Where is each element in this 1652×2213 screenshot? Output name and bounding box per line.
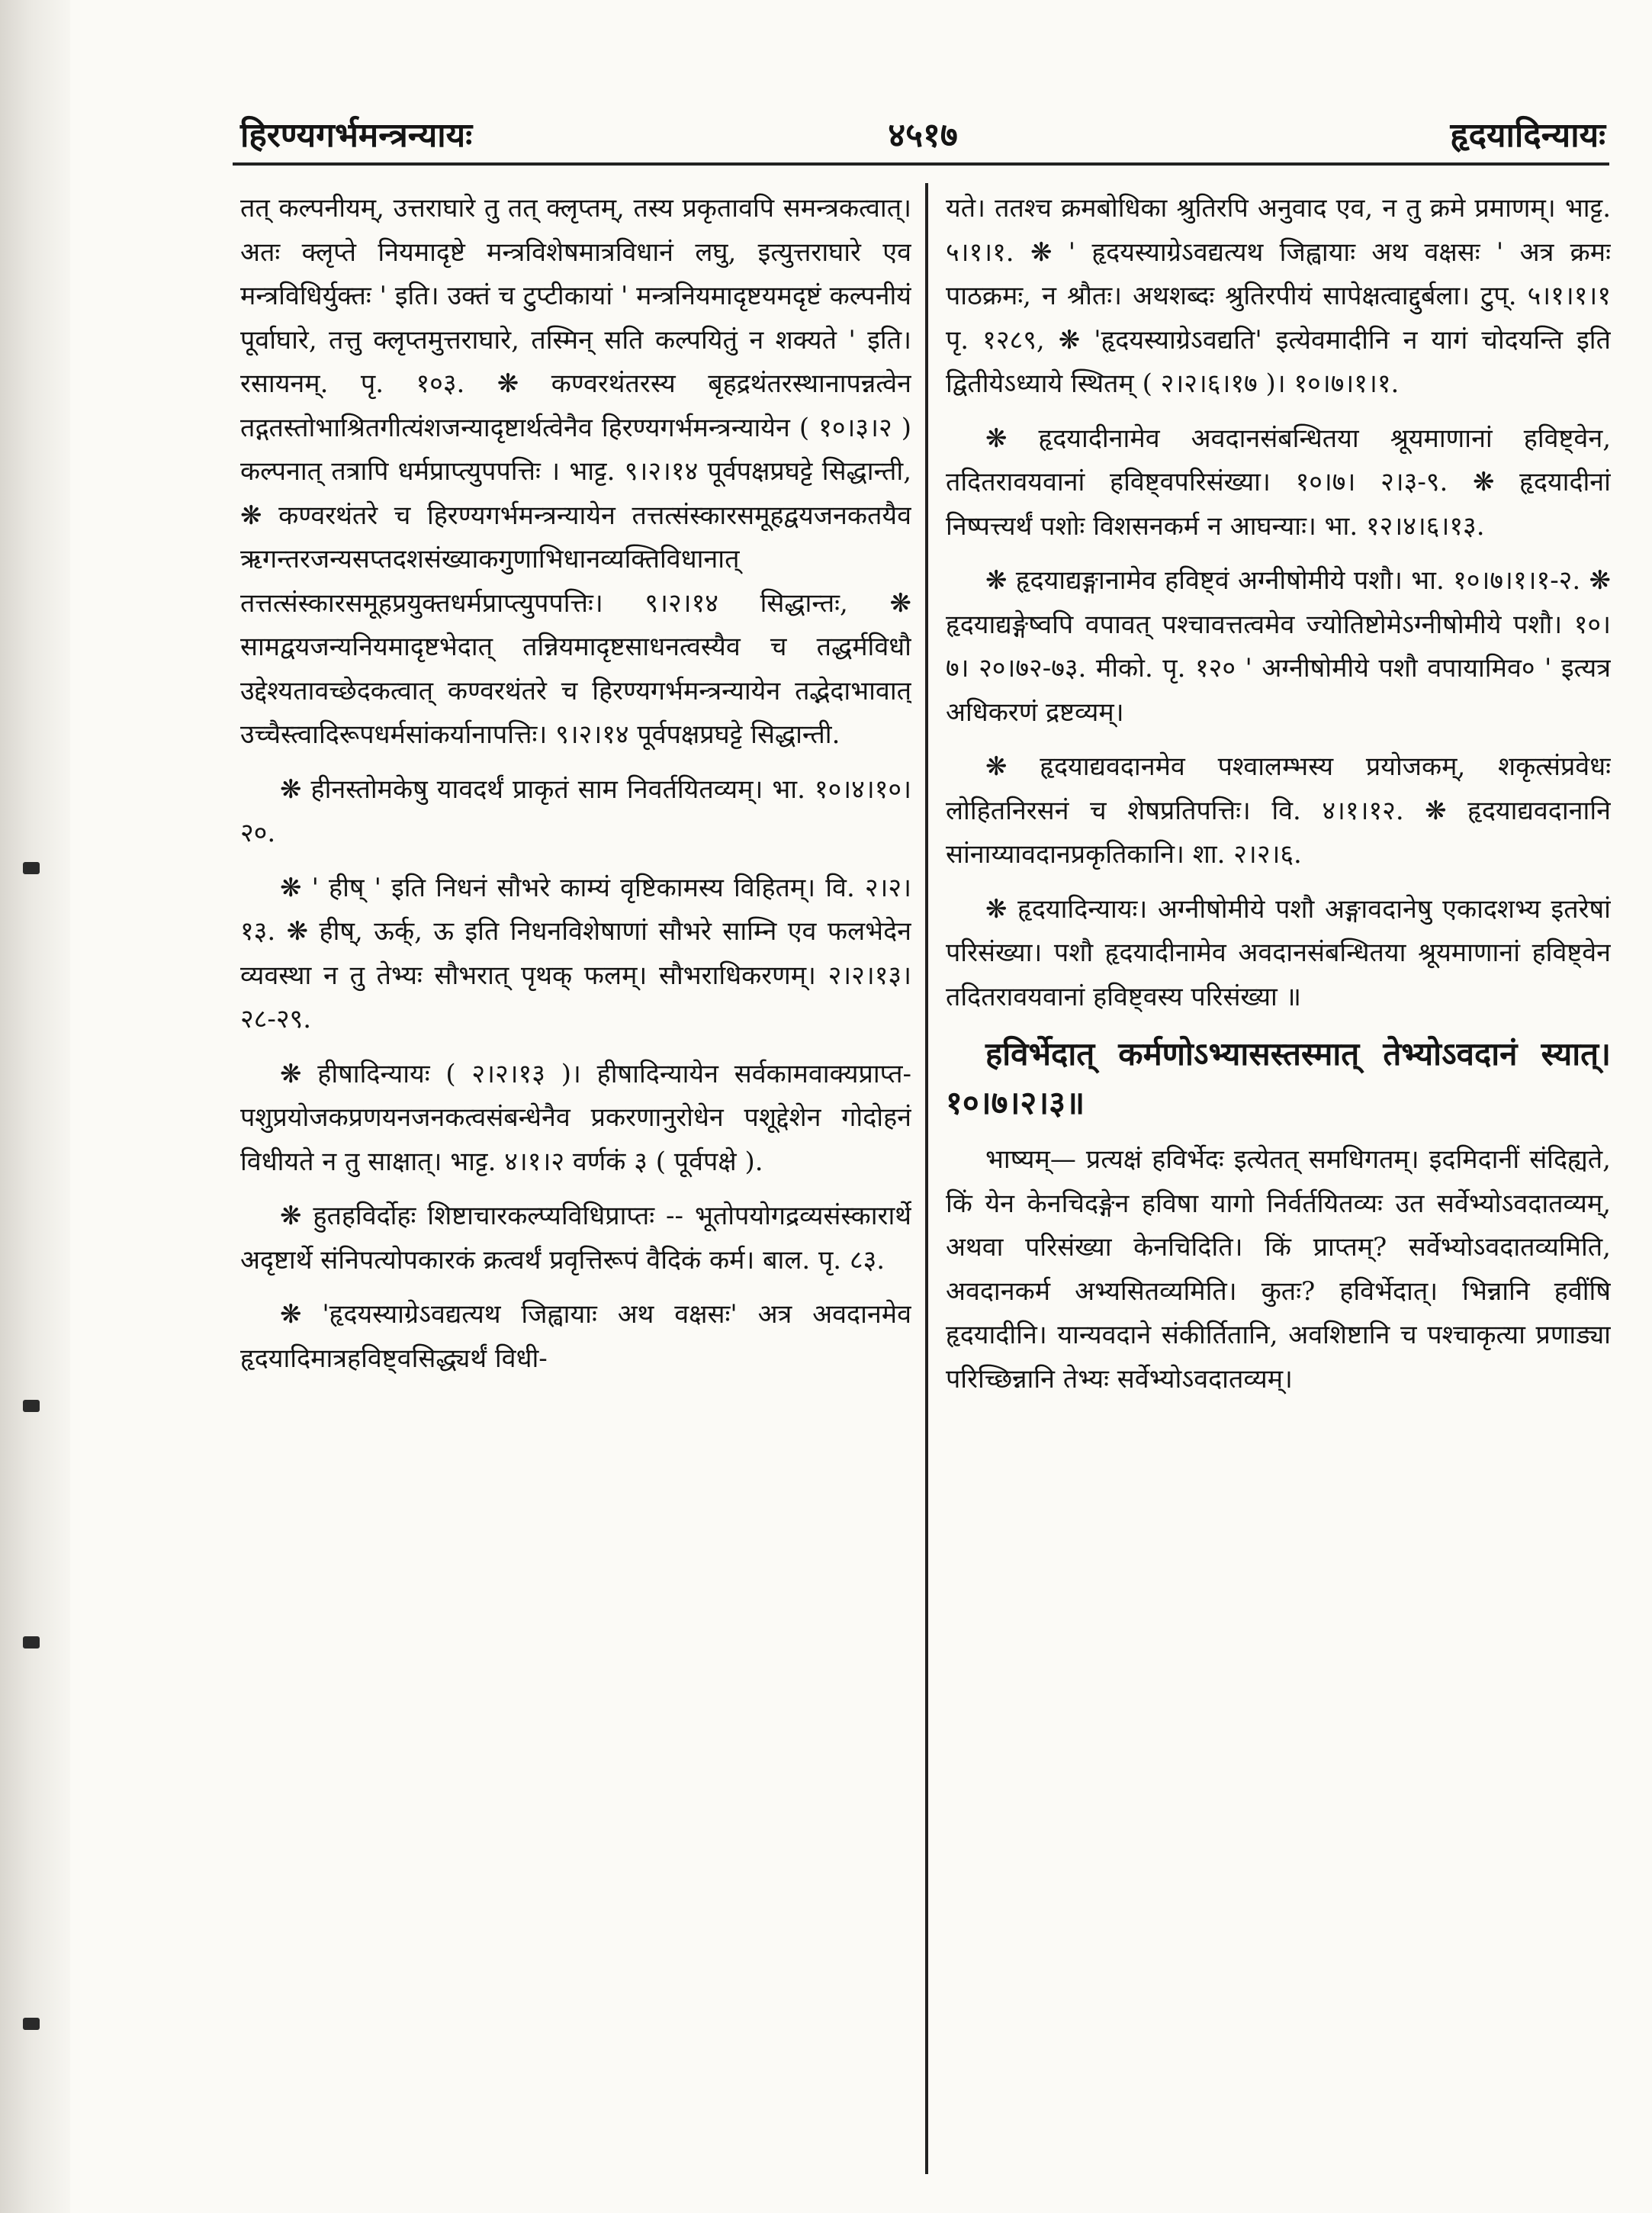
paragraph: ❋ हुतहविर्दोहः शिष्टाचारकल्प्यविधिप्राप्तः -- भूतोपयोगद्रव्यसंस्कारार्थे अदृष्टार्थे संनिपत्योपकारकं क्रत्वर्थं प्रवृत्तिरूपं वैदिकं कर्म। बाल. पृ. ८३. (240, 1201, 911, 1275)
paragraph: ❋ हीनस्तोमकेषु यावदर्थं प्राकृतं साम निवर्तयितव्यम्। भा. १०।४।१०।२०. (240, 774, 911, 848)
paragraph: ❋ ' हीष् ' इति निधनं सौभरे काम्यं वृष्टिकामस्य विहितम्। वि. २।२।१३. ❋ हीष्, ऊर्क्, ऊ इति निधनविशेषाणां सौभरे साम्नि एव फलभेदेन व्यवस्था न तु तेभ्यः सौभरात् पृथक् फलम्। सौभराधिकरणम्। २।२।१३।२८-२९. (240, 872, 911, 1034)
page-number: ४५१७ (888, 116, 958, 155)
scan-margin (0, 0, 70, 2213)
margin-mark (23, 1636, 40, 1648)
paragraph: ❋ 'हृदयस्याग्रेऽवद्यत्यथ जिह्वायाः अथ वक्षसः' अत्र अवदानमेव हृदयादिमात्रहविष्ट्वसिद्ध्यर्थं विधी- (240, 1299, 911, 1374)
running-head-left: हिरण्यगर्भमन्त्रन्यायः (240, 116, 473, 155)
left-column (240, 187, 911, 2170)
margin-mark (23, 2018, 40, 2030)
paragraph: ❋ हृदयाद्यङ्गानामेव हविष्ट्वं अग्नीषोमीये पशौ। भा. १०।७।१।१-२. ❋ हृदयाद्यङ्गेष्वपि वपावत् पश्चावत्तत्वमेव ज्योतिष्टोमेऽग्नीषोमीये पशौ। १०।७। २०।७२-७३. मीको. पृ. १२० ' अग्नीषोमीये पशौ वपायामिव० ' इत्यत्र अधिकरणं द्रष्टव्यम्। (946, 565, 1611, 728)
margin-mark (23, 1400, 40, 1412)
bhashya-paragraph: भाष्यम्— प्रत्यक्षं हविर्भेदः इत्येतत् समधिगतम्। इदमिदानीं संदिह्यते, किं येन केनचिदङ्गेन हविषा यागो निर्वर्तयितव्यः उत सर्वेभ्योऽवदातव्यम्, अथवा परिसंख्या केनचिदिति। किं प्राप्तम्? सर्वेभ्योऽवदातव्यमिति, अवदानकर्म अभ्यसितव्यमिति। कुतः? हविर्भेदात्। भिन्नानि हवींषि हृदयादीनि। यान्यवदाने संकीर्तितानि, अवशिष्टानि च पश्चाकृत्या प्रणाड्या परिच्छिन्नानि तेभ्यः सर्वेभ्योऽवदातव्यम्। (946, 1144, 1611, 1394)
margin-mark (23, 862, 40, 874)
paragraph: यते। ततश्च क्रमबोधिका श्रुतिरपि अनुवाद एव, न तु क्रमे प्रमाणम्। भाट्ट. ५।१।१. ❋ ' हृदयस्याग्रेऽवद्यत्यथ जिह्वायाः अथ वक्षसः ' अत्र क्रमः पाठक्रमः, न श्रौतः। अथशब्दः श्रुतिरपीयं सापेक्षत्वाद्दुर्बला। टुप्. ५।१।१।१ पृ. १२८९, ❋ 'हृदयस्याग्रेऽवद्यति' इत्येवमादीनि न यागं चोदयन्ति इति द्वितीयेऽध्याये स्थितम् ( २।२।६।१७ )। १०।७।१।१. (946, 193, 1611, 399)
paragraph: ❋ हृदयादीनामेव अवदानसंबन्धितया श्रूयमाणानां हविष्ट्वेन, तदितरावयवानां हविष्ट्वपरिसंख्या। १०।७। २।३-९. ❋ हृदयादीनां निष्पत्त्यर्थं पशोः विशसनकर्म न आघन्याः। भा. १२।४।६।१३. (946, 423, 1611, 542)
right-column (946, 187, 1611, 2170)
header-rule (233, 162, 1609, 166)
paragraph: तत् कल्पनीयम्, उत्तराघारे तु तत् क्लृप्तम्, तस्य प्रकृतावपि समन्त्रकत्वात्। अतः क्लृप्ते नियमादृष्टे मन्त्रविशेषमात्रविधानं लघु, इत्युत्तराघारे एव मन्त्रविधिर्युक्तः ' इति। उक्तं च टुप्टीकायां ' मन्त्रनियमादृष्टयमदृष्टं कल्पनीयं पूर्वाघारे, तत्तु क्लृप्तमुत्तराघारे, तस्मिन् सति कल्पयितुं न शक्यते ' इति। रसायनम्. पृ. १०३. ❋ कण्वरथंतरस्य बृहद्रथंतरस्थानापन्नत्वेन तद्गतस्तोभाश्रितगीत्यंशजन्यादृष्टार्थत्वेनैव हिरण्यगर्भमन्त्रन्यायेन ( १०।३।२ ) कल्पनात् तत्रापि धर्मप्राप्त्युपपत्तिः । भाट्ट. ९।२।१४ पूर्वपक्षप्रघट्टे सिद्धान्ती, ❋ कण्वरथंतरे च हिरण्यगर्भमन्त्रन्यायेन तत्तत्संस्कारसमूहद्वयजनकतयैव ऋगन्तरजन्यसप्तदशसंख्याकगुणाभिधानव्यक्तिविधानात् तत्तत्संस्कारसमूहप्रयुक्तधर्मप्राप्त्युपपत्तिः। ९।२।१४ सिद्धान्तः, ❋ सामद्वयजन्यनियमादृष्टभेदात् तन्नियमादृष्टसाधनत्वस्यैव च तद्धर्मविधौ उद्देश्यतावच्छेदकत्वात् कण्वरथंतरे च हिरण्यगर्भमन्त्रन्यायेन तद्भेदाभावात् उच्चैस्त्वादिरूपधर्मसांकर्यानापत्तिः। ९।२।१४ पूर्वपक्षप्रघट्टे सिद्धान्ती. (240, 193, 911, 750)
paragraph: ❋ हीषादिन्यायः ( २।२।१३ )। हीषादिन्यायेन सर्वकामवाक्यप्राप्त-पशुप्रयोजकप्रणयनजनकत्वसंबन्धेनैव प्रकरणानुरोधेन पशूद्देशेन गोदोहनं विधीयते न तु साक्षात्। भाट्ट. ४।१।२ वर्णकं ३ ( पूर्वपक्षे ). (240, 1058, 911, 1177)
paragraph: ❋ हृदयाद्यवदानमेव पश्वालम्भस्य प्रयोजकम्, शकृत्संप्रवेधः लोहितनिरसनं च शेषप्रतिपत्तिः। वि. ४।१।१२. ❋ हृदयाद्यवदानानि सांनाय्यावदानप्रकृतिकानि। शा. २।२।६. (946, 751, 1611, 870)
paragraph: ❋ हृदयादिन्यायः। अग्नीषोमीये पशौ अङ्गावदानेषु एकादशभ्य इतरेषां परिसंख्या। पशौ हृदयादीनामेव अवदानसंबन्धितया श्रूयमाणानां हविष्ट्वेन तदितरावयवानां हविष्ट्वस्य परिसंख्या ॥ (946, 893, 1611, 1012)
column-divider (925, 183, 928, 2174)
running-head-right: हृदयादिन्यायः (1450, 116, 1605, 155)
sutra-verse: हविर्भेदात् कर्मणोऽभ्यासस्तस्मात् तेभ्योऽवदानं स्यात्। १०।७।२।३॥ (946, 1035, 1611, 1121)
page-header (240, 103, 1605, 156)
